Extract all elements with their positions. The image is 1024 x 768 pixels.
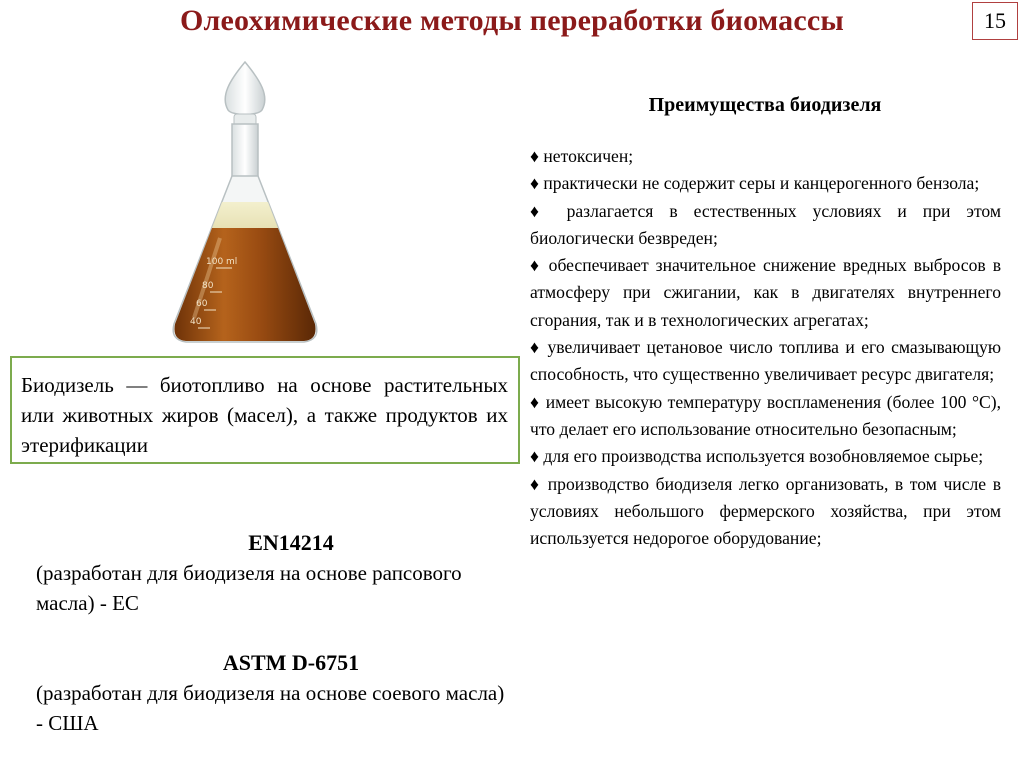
diamond-bullet-icon: ♦ bbox=[530, 337, 542, 358]
diamond-bullet-icon: ♦ bbox=[530, 255, 542, 276]
list-item: ♦ разлагается в естественных условиях и при этом биологически безвреден; bbox=[530, 200, 1002, 248]
standard-description: (разработан для биодизеля на основе соевого масла) - США bbox=[36, 681, 505, 735]
list-item: ♦ имеет высокую температуру воспламенения (более 100 °C), что делает его использование относительно безопасным; bbox=[530, 391, 1001, 439]
diamond-bullet-icon: ♦ bbox=[530, 473, 542, 494]
page-title: Олеохимические методы переработки биомассы bbox=[179, 4, 845, 37]
biodiesel-definition-box bbox=[10, 356, 520, 464]
list-item: ♦ нетоксичен; bbox=[530, 146, 634, 166]
flask-icon bbox=[150, 58, 340, 350]
diamond-bullet-icon: ♦ bbox=[530, 446, 539, 467]
flask-marking-40: 40 bbox=[190, 317, 202, 327]
diamond-bullet-icon: ♦ bbox=[530, 200, 551, 221]
advantages-title: Преимущества биодизеля bbox=[648, 94, 882, 116]
page-number: 15 bbox=[972, 2, 1018, 40]
list-item: ♦ обеспечивает значительное снижение вредных выбросов в атмосферу при сжигании, как в двигателях внутреннего сгорания, так и в технологических агрегатах; bbox=[530, 255, 1002, 330]
standard-astm bbox=[36, 648, 506, 738]
standard-description: (разработан для биодизеля на основе рапсового масла) - ЕС bbox=[36, 561, 462, 615]
list-item: ♦ производство биодизеля легко организовать, в том числе в условиях небольшого фермерского хозяйства, при этом используется недорогое оборудование; bbox=[530, 473, 1001, 549]
definition-text: Биодизель — биотопливо на основе растительных или животных жиров (масел), а также продуктов их этерификации bbox=[21, 373, 508, 457]
flask-marking-60: 60 bbox=[196, 299, 208, 309]
diamond-bullet-icon: ♦ bbox=[530, 173, 539, 194]
list-item: ♦ практически не содержит серы и канцерогенного бензола; bbox=[530, 173, 980, 194]
advantages-list bbox=[530, 143, 1001, 552]
standard-en14214 bbox=[36, 528, 506, 618]
flask-marking-80: 80 bbox=[202, 281, 214, 291]
diamond-bullet-icon: ♦ bbox=[530, 146, 539, 166]
flask-biodiesel-image bbox=[150, 58, 340, 350]
list-item: ♦ увеличивает цетановое число топлива и его смазывающую способность, что существенно увеличивает ресурс двигателя; bbox=[530, 337, 1001, 385]
flask-marking-100: 100 ml bbox=[206, 257, 238, 267]
diamond-bullet-icon: ♦ bbox=[530, 391, 541, 412]
standard-name: EN14214 bbox=[248, 530, 334, 555]
standard-name: ASTM D-6751 bbox=[222, 650, 360, 675]
list-item: ♦ для его производства используется возобновляемое сырье; bbox=[530, 446, 984, 467]
